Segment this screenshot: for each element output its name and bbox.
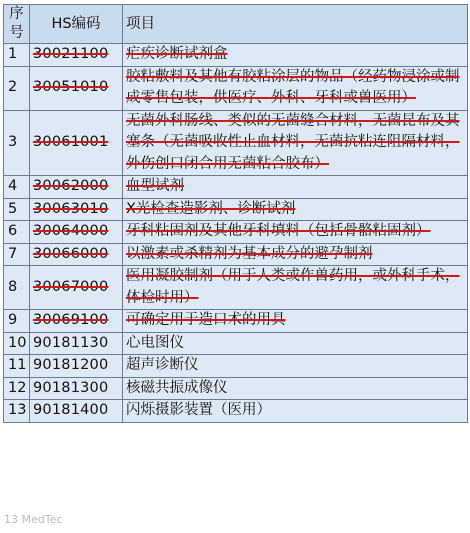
row-hs-code: 30063010 (30, 198, 123, 221)
table-row (4, 44, 468, 67)
row-hs-code: 30061001 (30, 110, 123, 176)
row-hs-code: 30069100 (30, 310, 123, 333)
row-index: 1 (4, 44, 30, 67)
table-row (4, 110, 468, 176)
row-hs-code: 90181130 (30, 332, 123, 355)
table-row (4, 355, 468, 378)
header-index-label: 序号 (9, 6, 24, 41)
table-row (4, 198, 468, 221)
row-item-description: 超声诊断仪 (123, 355, 468, 378)
row-index: 2 (4, 66, 30, 110)
table-row (4, 266, 468, 310)
row-index: 3 (4, 110, 30, 176)
table-row (4, 332, 468, 355)
row-item-description: 血型试剂 (123, 176, 468, 199)
row-item-description: 无菌外科肠线、类似的无菌缝合材料，无菌昆布及其塞条（无菌吸收性止血材料，无菌抗粘连阻隔材料，外伤创口闭合用无菌粘合胶布） (123, 110, 468, 176)
row-item-description: 医用凝胶制剂（用于人类或作兽药用，或外科手术，体检时用） (123, 266, 468, 310)
row-index: 4 (4, 176, 30, 199)
row-index: 7 (4, 243, 30, 266)
table-row (4, 66, 468, 110)
table-row (4, 310, 468, 333)
row-hs-code: 30066000 (30, 243, 123, 266)
row-index: 11 (4, 355, 30, 378)
row-hs-code: 30064000 (30, 221, 123, 244)
row-item-description: 胶粘敷料及其他有胶粘涂层的物品（经药物浸涂或制成零售包装，供医疗、外科、牙科或兽医用） (123, 66, 468, 110)
row-item-description: 疟疾诊断试剂盒 (123, 44, 468, 67)
table-row (4, 176, 468, 199)
row-item-description: 核磁共振成像仪 (123, 377, 468, 400)
watermark: 13 MedTec (4, 513, 63, 526)
row-item-description: X光检查造影剂、诊断试剂 (123, 198, 468, 221)
row-index: 5 (4, 198, 30, 221)
row-item-description: 以激素或杀精剂为基本成分的避孕制剂 (123, 243, 468, 266)
hs-code-table (3, 4, 468, 423)
row-item-description: 牙科粘固剂及其他牙科填料（包括骨骼粘固剂） (123, 221, 468, 244)
row-index: 8 (4, 266, 30, 310)
row-index: 13 (4, 400, 30, 423)
row-hs-code: 90181300 (30, 377, 123, 400)
row-hs-code: 30021100 (30, 44, 123, 67)
header-hs-code: HS编码 (30, 5, 123, 44)
row-hs-code: 30062000 (30, 176, 123, 199)
row-item-description: 心电图仪 (123, 332, 468, 355)
row-index: 10 (4, 332, 30, 355)
row-index: 9 (4, 310, 30, 333)
row-item-description: 可确定用于造口术的用具 (123, 310, 468, 333)
row-hs-code: 90181200 (30, 355, 123, 378)
row-item-description: 闪烁摄影装置（医用） (123, 400, 468, 423)
table-row (4, 400, 468, 423)
table-body (4, 44, 468, 423)
header-index (4, 5, 30, 44)
row-index: 12 (4, 377, 30, 400)
table-row (4, 377, 468, 400)
table-header-row (4, 5, 468, 44)
row-hs-code: 30067000 (30, 266, 123, 310)
header-item: 项目 (123, 5, 468, 44)
row-hs-code: 90181400 (30, 400, 123, 423)
table-row (4, 221, 468, 244)
table-row (4, 243, 468, 266)
row-index: 6 (4, 221, 30, 244)
row-hs-code: 30051010 (30, 66, 123, 110)
